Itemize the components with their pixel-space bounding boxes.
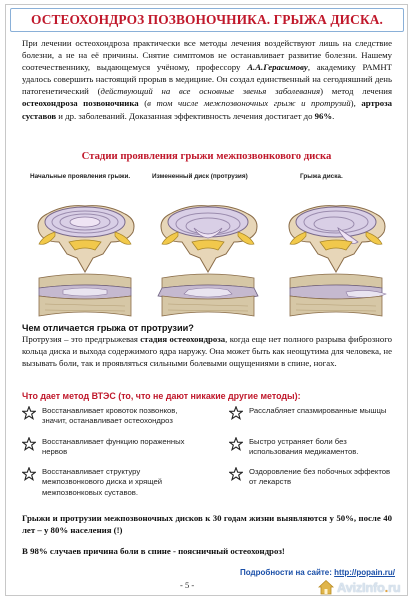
professor-name: А.А.Герасимову: [247, 62, 308, 73]
intro-text-3: ) метод лечения: [320, 86, 392, 97]
watermark: [317, 576, 409, 598]
benefit-left-1: [22, 406, 202, 427]
star-icon: [22, 467, 36, 481]
watermark-part-1: AvizInfo: [337, 579, 385, 595]
star-icon: [22, 406, 36, 420]
more-info-label: Подробности на сайте:: [240, 568, 332, 577]
disc-illustration-protrusion: [148, 184, 270, 320]
benefit-text: Быстро устраняет боли без использования медикаментов.: [249, 437, 359, 457]
intro-italic-1: действующий на все основные звенья заболевания: [100, 86, 321, 97]
star-icon: [229, 437, 243, 451]
intro-text-1: При лечении остеохондроза практически все методы лечения воздействуют лишь на следствие болезни, а не на её причины. Снятие симптомов не останавливает развитие болезни. Нашему соотечественнику, выдающемуся учёному, профессору: [22, 38, 392, 73]
intro-bold-1: остеохондроза позвоночника: [22, 98, 139, 109]
watermark-dot: .: [384, 579, 388, 595]
disc-illustration-initial: [25, 184, 147, 320]
page-number: - 5 -: [180, 580, 195, 590]
question-text-1: Протрузия – это предгрыжевая: [22, 334, 141, 344]
method-heading: Что дает метод ВТЭС (то, что не дают никакие другие методы):: [22, 391, 301, 401]
watermark-part-2: ru: [387, 579, 401, 595]
stage-label-initial: Начальные проявления грыжи.: [30, 173, 131, 180]
stats-paragraph: Грыжи и протрузии межпозвоночных дисков к 30 годам жизни выявляются у 50%, после 40 лет – у 80% населения (!): [22, 513, 392, 535]
website-link[interactable]: http://popain.ru/: [334, 568, 396, 577]
benefit-right-3: [229, 467, 397, 488]
intro-text-2: , академику РАМНТ удалось совершить настоящий прорыв в медицине. Он создал единственный на сегодняшний день патогенетический (: [22, 62, 392, 97]
intro-bold-2: артроза суставов: [22, 98, 392, 121]
intro-italic-2: в том числе межпозвоночных грыж и протрузий: [147, 98, 351, 109]
benefit-text: Восстанавливает кровоток позвонков, значит, останавливает остеохондроз: [42, 406, 178, 426]
intro-text-7: .: [332, 110, 335, 121]
benefit-text: Восстанавливает структуру межпозвонкового диска и хрящей межпозвонковых суставов.: [42, 467, 163, 497]
intro-text-4: (: [138, 98, 148, 109]
watermark-text: [337, 580, 400, 595]
benefit-left-2: [22, 437, 202, 458]
benefit-right-1: [229, 406, 397, 420]
intro-text-5: ),: [350, 98, 362, 109]
question-heading: Чем отличается грыжа от протрузии?: [22, 323, 194, 333]
benefit-text: Оздоровление без побочных эффектов от лекарств: [249, 467, 391, 487]
title-box: [10, 8, 404, 32]
question-bold: стадия остеохондроза: [140, 334, 226, 344]
disc-illustration-hernia: [276, 184, 398, 320]
benefit-text: Восстанавливает функцию пораженных нервов: [42, 437, 185, 457]
benefit-left-3: [22, 467, 202, 498]
star-icon: [22, 437, 36, 451]
benefit-text: Расслабляет спазмированные мышцы: [249, 406, 387, 415]
intro-paragraph: [22, 37, 392, 122]
star-icon: [229, 467, 243, 481]
question-text-2: , когда еще нет полного разрыва фиброзного кольца диска и выхода содержимого ядра наружу. Она может быть как неощутима для человека, не вызывать боли, так и проявляться сильными болевыми ощущениями в спине, ногах.: [22, 334, 392, 368]
stage-label-hernia: Грыжа диска.: [300, 173, 343, 180]
intro-text-6: и др. заболеваний. Доказанная эффективность лечения достигает до: [56, 110, 315, 121]
star-icon: [229, 406, 243, 420]
efficiency-value: 96%: [314, 110, 333, 121]
stages-heading: Стадии проявления грыжи межпозвонкового диска: [81, 150, 332, 162]
stage-label-protrusion: Измененный диск (протрузия): [152, 173, 248, 180]
page-title: ОСТЕОХОНДРОЗ ПОЗВОНОЧНИКА. ГРЫЖА ДИСКА.: [31, 12, 383, 27]
benefit-right-2: [229, 437, 397, 458]
conclusion-text: В 98% случаев причина боли в спине - поясничный остеохондроз!: [22, 546, 285, 556]
house-icon: [317, 578, 335, 596]
question-paragraph: [22, 334, 392, 369]
